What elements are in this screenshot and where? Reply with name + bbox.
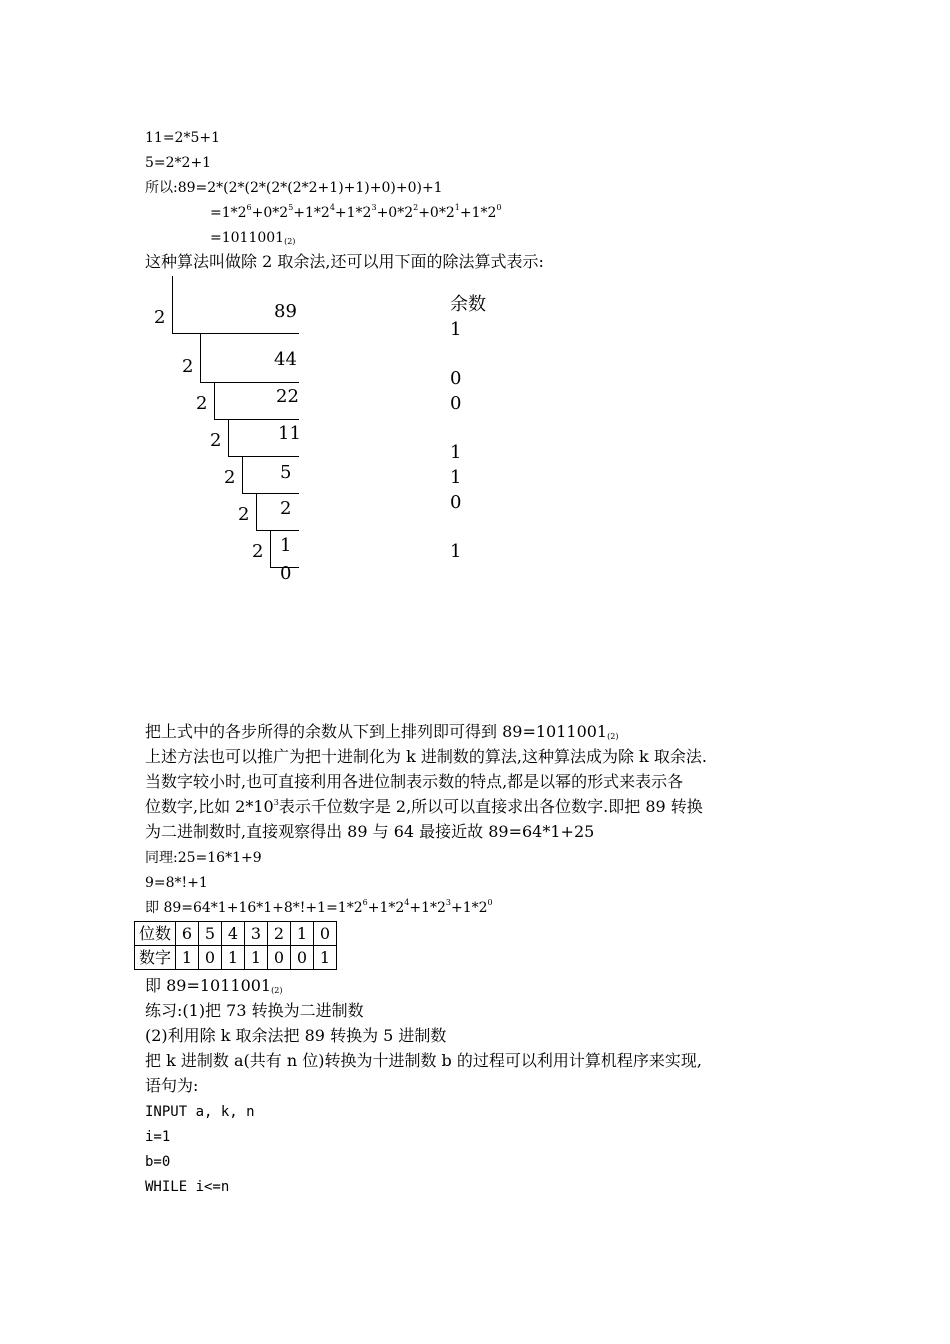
table-cell: 5 [199, 922, 222, 946]
binary-position-table [134, 921, 337, 970]
divisor: 2 [224, 467, 236, 488]
equation-nested: 89=2*(2*(2*(2*(2*2+1)+1)+0)+0)+1 [177, 180, 443, 196]
paragraph-8 [145, 898, 493, 918]
table-cell: 1 [291, 922, 314, 946]
table-cell: 1 [222, 946, 245, 970]
quotient: 5 [280, 462, 292, 483]
code-line: i=1 [145, 1129, 171, 1145]
power-term: =1*2 [210, 205, 247, 221]
equation-result [210, 228, 295, 252]
table-cell: 0 [291, 946, 314, 970]
equation-line-3 [145, 178, 443, 198]
quotient: 2 [280, 498, 292, 519]
ladder-bracket-vertical [200, 333, 201, 383]
paragraph-statements: 语句为: [145, 1076, 199, 1095]
remainder-value: 1 [450, 319, 462, 340]
paragraph-2: 上述方法也可以推广为把十进制化为 k 进制数的算法,这种算法成为除 k 取余法. [145, 747, 707, 766]
ladder-bracket-horizontal [214, 419, 299, 420]
power-term: +0*2 [418, 205, 455, 221]
power-exponent: 2 [413, 203, 419, 212]
base-subscript: (2) [607, 732, 619, 741]
equation-power-expansion [210, 203, 501, 223]
remainder-value: 0 [450, 393, 462, 414]
ladder-bracket-vertical [172, 276, 173, 334]
base-subscript: (2) [284, 237, 296, 246]
remainder-value: 1 [450, 467, 462, 488]
result-line [145, 976, 282, 1001]
equation-line-1: 11=2*5+1 [145, 130, 220, 146]
divisor: 2 [238, 504, 250, 525]
exercise-2: (2)利用除 k 取余法把 89 转换为 5 进制数 [145, 1026, 447, 1045]
code-line: WHILE i<=n [145, 1179, 230, 1195]
paragraph-text: 位数字,比如 2*10 [145, 797, 274, 816]
quotient: 1 [280, 535, 292, 556]
table-cell: 0 [199, 946, 222, 970]
power-term: +0*2 [251, 205, 289, 221]
equation-prefix: 所以: [145, 180, 178, 196]
quotient: 11 [278, 423, 301, 444]
table-cell: 4 [222, 922, 245, 946]
power-exponent: 6 [246, 203, 252, 212]
power-exponent: 3 [445, 898, 451, 907]
ladder-bracket-vertical [242, 456, 243, 494]
power-term: +1*2 [367, 900, 405, 916]
power-term: +1*2 [451, 900, 488, 916]
ladder-bracket-horizontal [256, 530, 299, 531]
remainder-value: 0 [450, 492, 462, 513]
ladder-bracket-vertical [214, 382, 215, 420]
power-term: +1*2 [459, 205, 497, 221]
power-exponent: 3 [371, 203, 377, 212]
remainder-value: 1 [450, 541, 462, 562]
ladder-bracket-vertical [270, 530, 271, 568]
paragraph-5: 为二进制数时,直接观察得出 89 与 64 最接近故 89=64*1+25 [145, 822, 595, 841]
table-cell: 0 [268, 946, 291, 970]
code-line: b=0 [145, 1154, 171, 1170]
divisor: 2 [182, 356, 194, 377]
power-term: +1*2 [409, 900, 446, 916]
power-term: 即 89=64*1+16*1+8*!+1=1*2 [145, 900, 363, 916]
power-exponent: 1 [454, 203, 460, 212]
row-label: 位数 [135, 922, 176, 946]
ladder-bracket-horizontal [172, 333, 299, 334]
quotient: 22 [276, 386, 299, 407]
ladder-bracket-vertical [228, 419, 229, 457]
power-exponent: 4 [404, 898, 410, 907]
table-row [135, 922, 337, 946]
remainder-value: 0 [450, 368, 462, 389]
paragraph-7: 9=8*!+1 [145, 875, 208, 891]
divisor: 2 [252, 541, 264, 562]
divisor: 2 [210, 430, 222, 451]
ladder-bracket-horizontal [228, 456, 299, 457]
power-term: +1*2 [334, 205, 372, 221]
paragraph-6: 同理:25=16*1+9 [145, 850, 262, 866]
table-cell: 6 [176, 922, 199, 946]
code-line: INPUT a, k, n [145, 1104, 255, 1120]
paragraph-program: 把 k 进制数 a(共有 n 位)转换为十进制数 b 的过程可以利用计算机程序来实现, [145, 1051, 702, 1070]
divisor: 2 [196, 393, 208, 414]
table-cell: 2 [268, 922, 291, 946]
power-term: +0*2 [376, 205, 414, 221]
base-subscript: (2) [271, 986, 283, 995]
power-exponent: 6 [362, 898, 368, 907]
exercise-1: 练习:(1)把 73 转换为二进制数 [145, 1001, 364, 1020]
paragraph-1 [145, 722, 618, 747]
quotient: 89 [274, 301, 297, 322]
power-exponent: 4 [329, 203, 335, 212]
quotient: 0 [280, 563, 292, 584]
remainder-header: 余数 [450, 294, 486, 315]
power-exponent: 0 [487, 898, 493, 907]
power-exponent: 3 [273, 798, 279, 807]
ladder-bracket-vertical [256, 493, 257, 531]
quotient: 44 [274, 349, 297, 370]
table-cell: 1 [245, 946, 268, 970]
divisor: 2 [154, 307, 166, 328]
row-label: 数字 [135, 946, 176, 970]
power-exponent: 0 [496, 203, 502, 212]
equation-line-2: 5=2*2+1 [145, 155, 212, 171]
paragraph-3: 当数字较小时,也可直接利用各进位制表示数的特点,都是以幂的形式来表示各 [145, 772, 684, 791]
table-cell: 3 [245, 922, 268, 946]
table-cell: 1 [314, 946, 337, 970]
result-value: =1011001 [210, 230, 285, 246]
remainder-value: 1 [450, 442, 462, 463]
paragraph-4 [145, 797, 703, 817]
table-cell: 0 [314, 922, 337, 946]
ladder-bracket-horizontal [242, 493, 299, 494]
intro-paragraph: 这种算法叫做除 2 取余法,还可以用下面的除法算式表示: [145, 252, 544, 271]
table-row [135, 946, 337, 970]
table-cell: 1 [176, 946, 199, 970]
power-exponent: 5 [288, 203, 294, 212]
paragraph-text: 把上式中的各步所得的余数从下到上排列即可得到 89=1011001 [145, 722, 608, 741]
power-term: +1*2 [293, 205, 330, 221]
paragraph-text: 即 89=1011001 [145, 976, 272, 995]
paragraph-text: 表示千位数字是 2,所以可以直接求出各位数字.即把 89 转换 [278, 797, 703, 816]
